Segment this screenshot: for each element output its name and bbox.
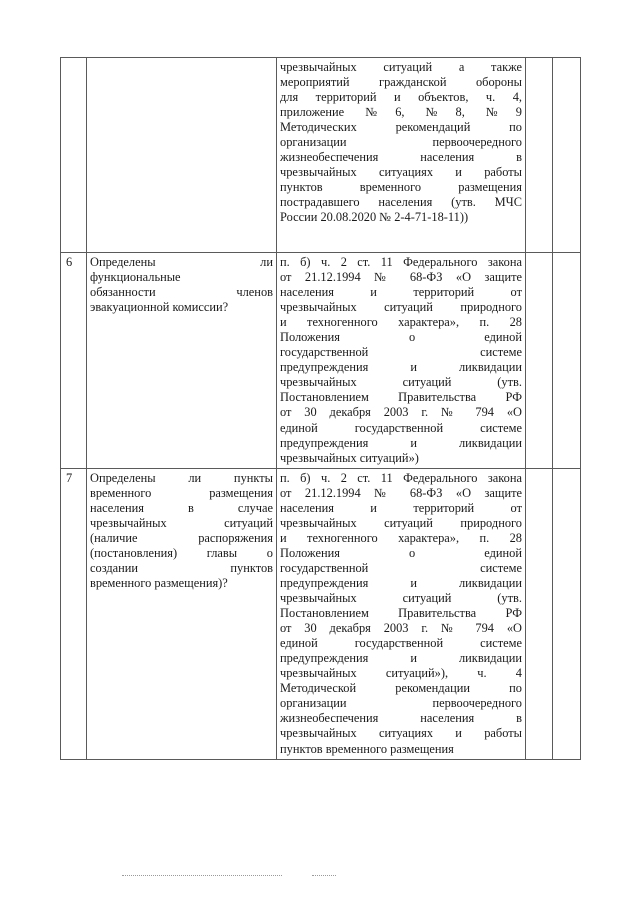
question-cell (87, 468, 277, 759)
reference-text-line: России 20.08.2020 № 2-4-71-18-11)) (280, 210, 469, 225)
reference-text-line: Положения о единой (280, 330, 522, 345)
question-text-line: обязанности членов (90, 285, 273, 300)
question-cell (87, 253, 277, 469)
reference-text-line: мероприятий гражданской обороны (280, 75, 522, 90)
reference-text-line: государственной системе (280, 345, 522, 360)
reference-text-line: и техногенного характера», п. 28 (280, 315, 522, 330)
question-text-line: временного размещения (90, 485, 273, 500)
reference-text-line: приложение №6, №8, №9 (280, 105, 522, 120)
question-text-line: Определены ли (90, 255, 273, 269)
reference-text-line: Постановлением Правительства РФ (280, 390, 522, 405)
reference-text-line: п. б) ч. 2 ст. 11 Федерального закона (280, 255, 522, 269)
reference-text-line: населения и территорий от (280, 285, 522, 300)
reference-text-line: чрезвычайных ситуаций») (280, 450, 419, 465)
reference-text-line: жизнеобеспечения населения в (280, 150, 522, 165)
reference-text-line: государственной системе (280, 560, 522, 575)
question-text-line: временного размещения)? (90, 575, 228, 590)
reference-cell (277, 253, 526, 469)
reference-text-line: от 30 декабря 2003 г. № 794 «О (280, 405, 522, 420)
reference-text-line: Постановлением Правительства РФ (280, 606, 522, 621)
answer-cell-empty (526, 253, 553, 469)
reference-text-line: Методических рекомендаций по (280, 120, 522, 135)
reference-text-line: п. б) ч. 2 ст. 11 Федерального закона (280, 470, 522, 485)
reference-text-line: Положения о единой (280, 545, 522, 560)
reference-cell (277, 58, 526, 253)
reference-cell (277, 468, 526, 759)
reference-text-line: предупреждения и ликвидации (280, 360, 522, 375)
row-number-cell (61, 58, 87, 253)
table-body (61, 58, 581, 760)
table-row (61, 58, 581, 253)
reference-text-line: предупреждения и ликвидации (280, 435, 522, 450)
question-text-line: эвакуационной комиссии? (90, 300, 229, 315)
reference-text-line: пунктов временного размещения (280, 180, 522, 195)
question-cell (87, 58, 277, 253)
reference-text-line: чрезвычайных ситуаций (утв. (280, 591, 522, 606)
reference-text-line: чрезвычайных ситуациях и работы (280, 726, 522, 741)
reference-text-line: пострадавшего населения (утв. МЧС (280, 195, 522, 210)
requirements-table (60, 57, 581, 760)
answer-cell-empty (526, 468, 553, 759)
reference-text-line: организации первоочередного (280, 696, 522, 711)
reference-text-line: чрезвычайных ситуаций»), ч. 4 (280, 666, 522, 681)
footer-dotted-line-short (312, 875, 336, 876)
question-text-line: чрезвычайных ситуаций (90, 515, 273, 530)
row-number-cell (61, 253, 87, 469)
question-text-line: создании пунктов (90, 560, 273, 575)
reference-text-line: от 30 декабря 2003 г. № 794 «О (280, 621, 522, 636)
row-number: 7 (66, 470, 73, 485)
table-row (61, 253, 581, 469)
reference-text-line: чрезвычайных ситуаций а также (280, 60, 522, 74)
question-text-line: функциональные (90, 270, 181, 285)
reference-text-line: населения и территорий от (280, 500, 522, 515)
question-text-line: населения в случае (90, 500, 273, 515)
reference-text-line: от 21.12.1994 № 68-ФЗ «О защите (280, 270, 522, 285)
reference-text-line: жизнеобеспечения населения в (280, 711, 522, 726)
question-text-line: Определены ли пункты (90, 470, 273, 485)
note-cell-empty (553, 253, 581, 469)
reference-text-line: чрезвычайных ситуаций природного (280, 300, 522, 315)
reference-text-line: единой государственной системе (280, 636, 522, 651)
reference-text-line: чрезвычайных ситуаций природного (280, 515, 522, 530)
reference-text-line: организации первоочередного (280, 135, 522, 150)
question-text-line: (постановления) главы о (90, 545, 273, 560)
answer-cell-empty (526, 58, 553, 253)
row-number: 6 (66, 255, 73, 269)
question-text-line: (наличие распоряжения (90, 530, 273, 545)
reference-text-line: Методической рекомендации по (280, 681, 522, 696)
reference-text-line: и техногенного характера», п. 28 (280, 530, 522, 545)
footer-dotted-line (122, 875, 282, 876)
note-cell-empty (553, 58, 581, 253)
reference-text-line: от 21.12.1994 № 68-ФЗ «О защите (280, 485, 522, 500)
reference-text-line: чрезвычайных ситуаций (утв. (280, 375, 522, 390)
reference-text-line: предупреждения и ликвидации (280, 651, 522, 666)
reference-text-line: пунктов временного размещения (280, 741, 454, 756)
row-number-cell (61, 468, 87, 759)
table-row (61, 468, 581, 759)
reference-text-line: единой государственной системе (280, 420, 522, 435)
note-cell-empty (553, 468, 581, 759)
reference-text-line: чрезвычайных ситуациях и работы (280, 165, 522, 180)
reference-text-line: для территорий и объектов, ч. 4, (280, 90, 522, 105)
reference-text-line: предупреждения и ликвидации (280, 575, 522, 590)
